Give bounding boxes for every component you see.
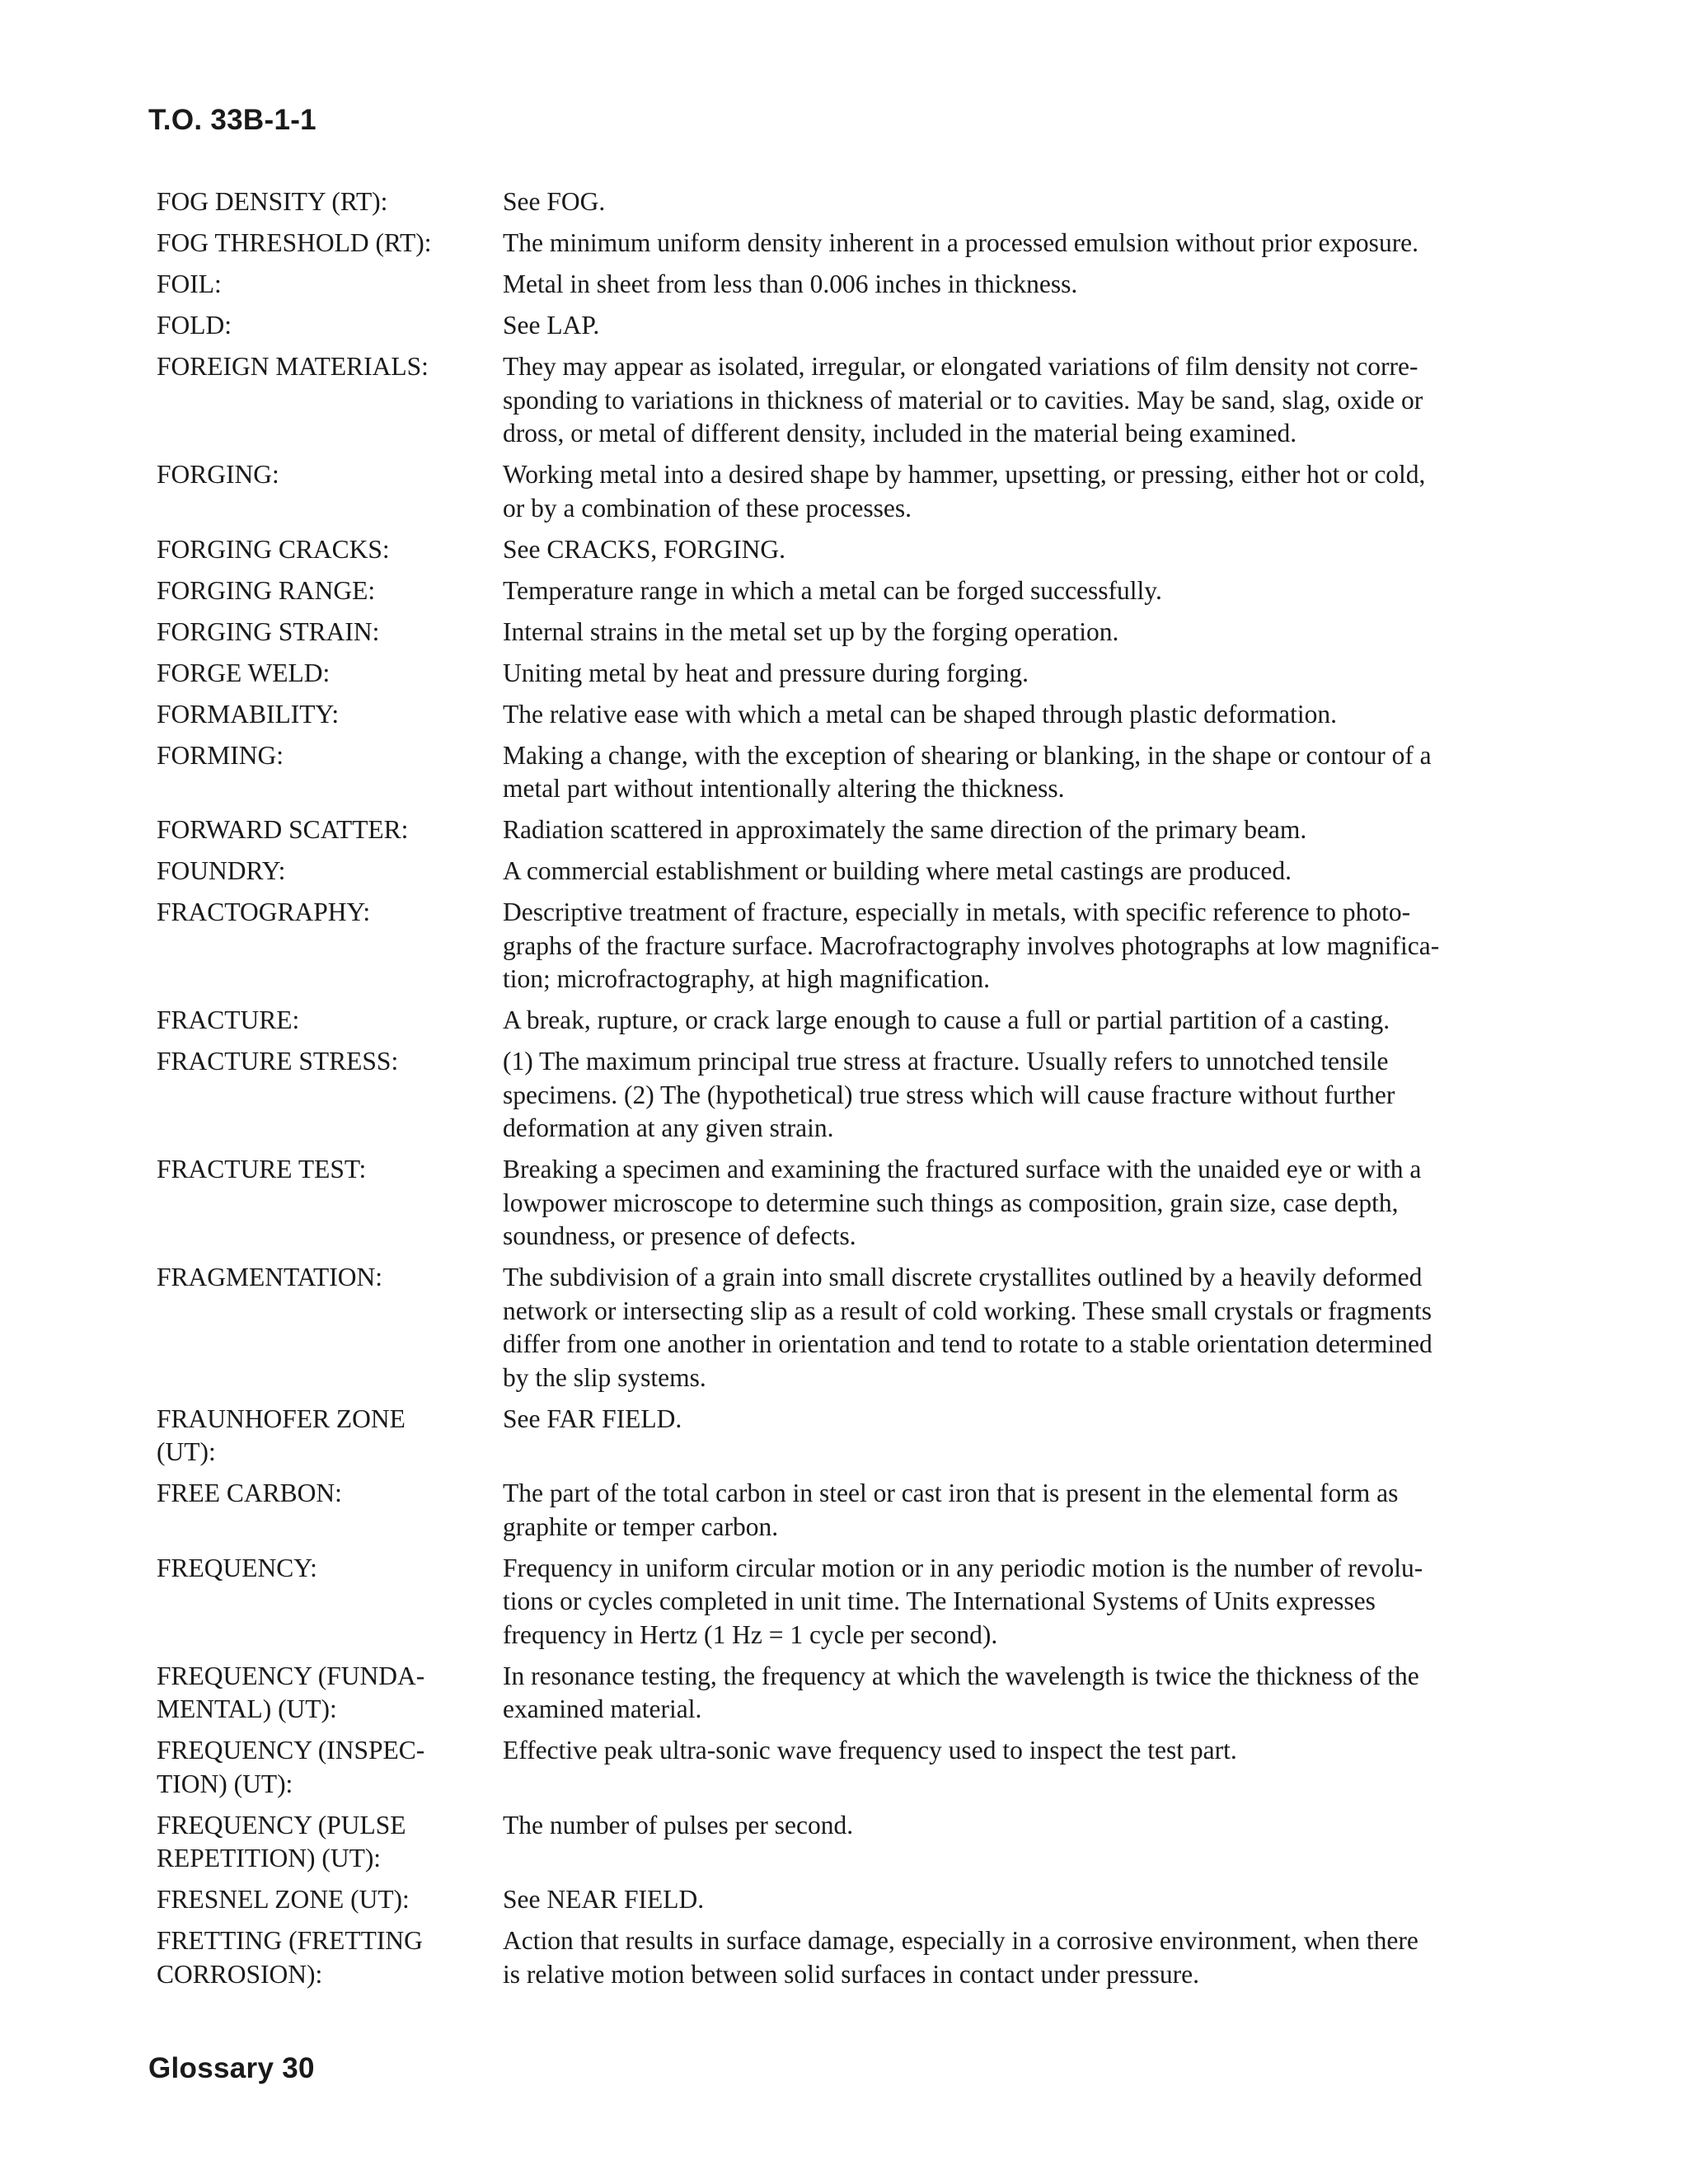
glossary-term: FREQUENCY (FUNDA- MENTAL) (UT): xyxy=(157,1661,425,1723)
glossary-term: FRESNEL ZONE (UT): xyxy=(157,1885,410,1914)
glossary-term: FREQUENCY (INSPEC- TION) (UT): xyxy=(157,1736,425,1798)
glossary-entry xyxy=(157,616,1541,649)
glossary-definition: See CRACKS, FORGING. xyxy=(503,534,786,564)
glossary-definition: The part of the total carbon in steel or cast iron that is present in the elemental form as graphite or temper carbon. xyxy=(503,1479,1399,1541)
glossary-entry xyxy=(157,1660,1541,1727)
glossary-term: FRETTING (FRETTING CORROSION): xyxy=(157,1926,423,1989)
glossary-term: FREQUENCY: xyxy=(157,1553,317,1582)
glossary-entry xyxy=(157,458,1541,525)
glossary-entry xyxy=(157,1261,1541,1394)
glossary-term: FRACTURE: xyxy=(157,1005,300,1034)
glossary-term: FRACTURE TEST: xyxy=(157,1155,367,1183)
glossary-definition: Uniting metal by heat and pressure during forging. xyxy=(503,658,1029,687)
glossary-term: FOG THRESHOLD (RT): xyxy=(157,228,432,257)
glossary-term: FREQUENCY (PULSE REPETITION) (UT): xyxy=(157,1810,406,1872)
glossary-definition: Working metal into a desired shape by hammer, upsetting, or pressing, either hot or cold, or by a combination of these processes. xyxy=(503,460,1426,523)
glossary-definition: Temperature range in which a metal can be forged successfully. xyxy=(503,575,1162,605)
glossary-list xyxy=(157,185,1541,1999)
glossary-entry xyxy=(157,1883,1541,1917)
glossary-entry xyxy=(157,185,1541,219)
glossary-term: FRACTOGRAPHY: xyxy=(157,898,371,926)
glossary-entry xyxy=(157,1809,1541,1876)
document-id-header: T.O. 33B-1-1 xyxy=(148,104,316,136)
glossary-term: FOREIGN MATERIALS: xyxy=(157,352,429,381)
glossary-definition: The minimum uniform density inherent in a processed emulsion without prior exposure. xyxy=(503,228,1419,257)
glossary-entry xyxy=(157,855,1541,888)
glossary-term: FORMING: xyxy=(157,740,284,770)
glossary-definition: See FAR FIELD. xyxy=(503,1404,682,1433)
glossary-entry xyxy=(157,1153,1541,1254)
glossary-entry xyxy=(157,739,1541,806)
glossary-term: FRAGMENTATION: xyxy=(157,1263,382,1291)
glossary-definition: Metal in sheet from less than 0.006 inches in thickness. xyxy=(503,269,1078,298)
glossary-entry xyxy=(157,1734,1541,1801)
glossary-definition: See FOG. xyxy=(503,187,606,216)
glossary-term: FOUNDRY: xyxy=(157,856,286,885)
glossary-entry xyxy=(157,350,1541,451)
glossary-definition: A commercial establishment or building where metal castings are produced. xyxy=(503,856,1292,885)
glossary-term: FORGING CRACKS: xyxy=(157,534,390,564)
glossary-term: FORGING STRAIN: xyxy=(157,616,380,646)
glossary-entry xyxy=(157,227,1541,260)
glossary-entry xyxy=(157,1403,1541,1469)
glossary-term: FRACTURE STRESS: xyxy=(157,1047,399,1076)
glossary-term: FOIL: xyxy=(157,269,222,298)
glossary-term: FORWARD SCATTER: xyxy=(157,815,409,844)
glossary-definition: Frequency in uniform circular motion or in any periodic motion is the number of revolu- tions or cycles completed in unit time. The International Systems of Units expresses frequency in Hertz (1 Hz = 1 cycle per second). xyxy=(503,1553,1423,1649)
glossary-term: FORGE WELD: xyxy=(157,658,331,687)
glossary-entry xyxy=(157,1004,1541,1038)
glossary-definition: Internal strains in the metal set up by the forging operation. xyxy=(503,616,1119,646)
glossary-definition: Breaking a specimen and examining the fractured surface with the unaided eye or with a lowpower microscope to determine such things as composition, grain size, case depth, soundness, or presence of defects. xyxy=(503,1155,1422,1250)
glossary-entry xyxy=(157,813,1541,847)
glossary-definition: See NEAR FIELD. xyxy=(503,1885,705,1914)
glossary-entry xyxy=(157,1477,1541,1544)
glossary-term: FORMABILITY: xyxy=(157,699,340,729)
glossary-entry xyxy=(157,533,1541,567)
glossary-term: FOG DENSITY (RT): xyxy=(157,187,388,216)
glossary-term: FOLD: xyxy=(157,311,232,340)
glossary-entry xyxy=(157,657,1541,691)
glossary-entry xyxy=(157,1924,1541,1991)
glossary-definition: Effective peak ultra-sonic wave frequency used to inspect the test part. xyxy=(503,1736,1237,1765)
glossary-entry xyxy=(157,574,1541,608)
glossary-definition: They may appear as isolated, irregular, or elongated variations of film density not corre- sponding to variations in thickness of material or to cavities. May be sand, slag, oxide or dross, or metal of different density, included in the material being examined. xyxy=(503,352,1423,448)
glossary-term: FORGING RANGE: xyxy=(157,575,376,605)
glossary-definition: (1) The maximum principal true stress at fracture. Usually refers to unnotched tensile specimens. (2) The (hypothetical) true stress which will cause fracture without further deformation at any given strain. xyxy=(503,1047,1395,1142)
glossary-entry xyxy=(157,268,1541,302)
page-number-footer: Glossary 30 xyxy=(148,2052,315,2084)
glossary-term: FREE CARBON: xyxy=(157,1479,342,1507)
glossary-definition: A break, rupture, or crack large enough to cause a full or partial partition of a casting. xyxy=(503,1005,1390,1034)
glossary-entry xyxy=(157,309,1541,343)
glossary-term: FRAUNHOFER ZONE (UT): xyxy=(157,1404,406,1466)
glossary-entry xyxy=(157,1045,1541,1146)
glossary-term: FORGING: xyxy=(157,460,279,489)
glossary-definition: In resonance testing, the frequency at which the wavelength is twice the thickness of the examined material. xyxy=(503,1661,1419,1723)
glossary-definition: Descriptive treatment of fracture, especially in metals, with specific reference to photo- graphs of the fracture surface. Macrofractography involves photographs at low magnifica- tion; microfractography, at high magnification. xyxy=(503,898,1440,993)
glossary-entry xyxy=(157,896,1541,996)
glossary-definition: The relative ease with which a metal can be shaped through plastic deformation. xyxy=(503,699,1337,729)
glossary-entry xyxy=(157,1552,1541,1652)
glossary-definition: The number of pulses per second. xyxy=(503,1810,854,1840)
glossary-definition: Radiation scattered in approximately the same direction of the primary beam. xyxy=(503,815,1307,844)
glossary-entry xyxy=(157,698,1541,732)
glossary-definition: See LAP. xyxy=(503,311,600,340)
glossary-definition: Making a change, with the exception of shearing or blanking, in the shape or contour of a metal part without intentionally altering the thickness. xyxy=(503,740,1432,803)
glossary-definition: Action that results in surface damage, especially in a corrosive environment, when there is relative motion between solid surfaces in contact under pressure. xyxy=(503,1926,1418,1989)
glossary-definition: The subdivision of a grain into small discrete crystallites outlined by a heavily deformed network or intersecting slip as a result of cold working. These small crystals or fragments differ from one another in orientation and tend to rotate to a stable orientation determined by the slip systems. xyxy=(503,1263,1432,1392)
